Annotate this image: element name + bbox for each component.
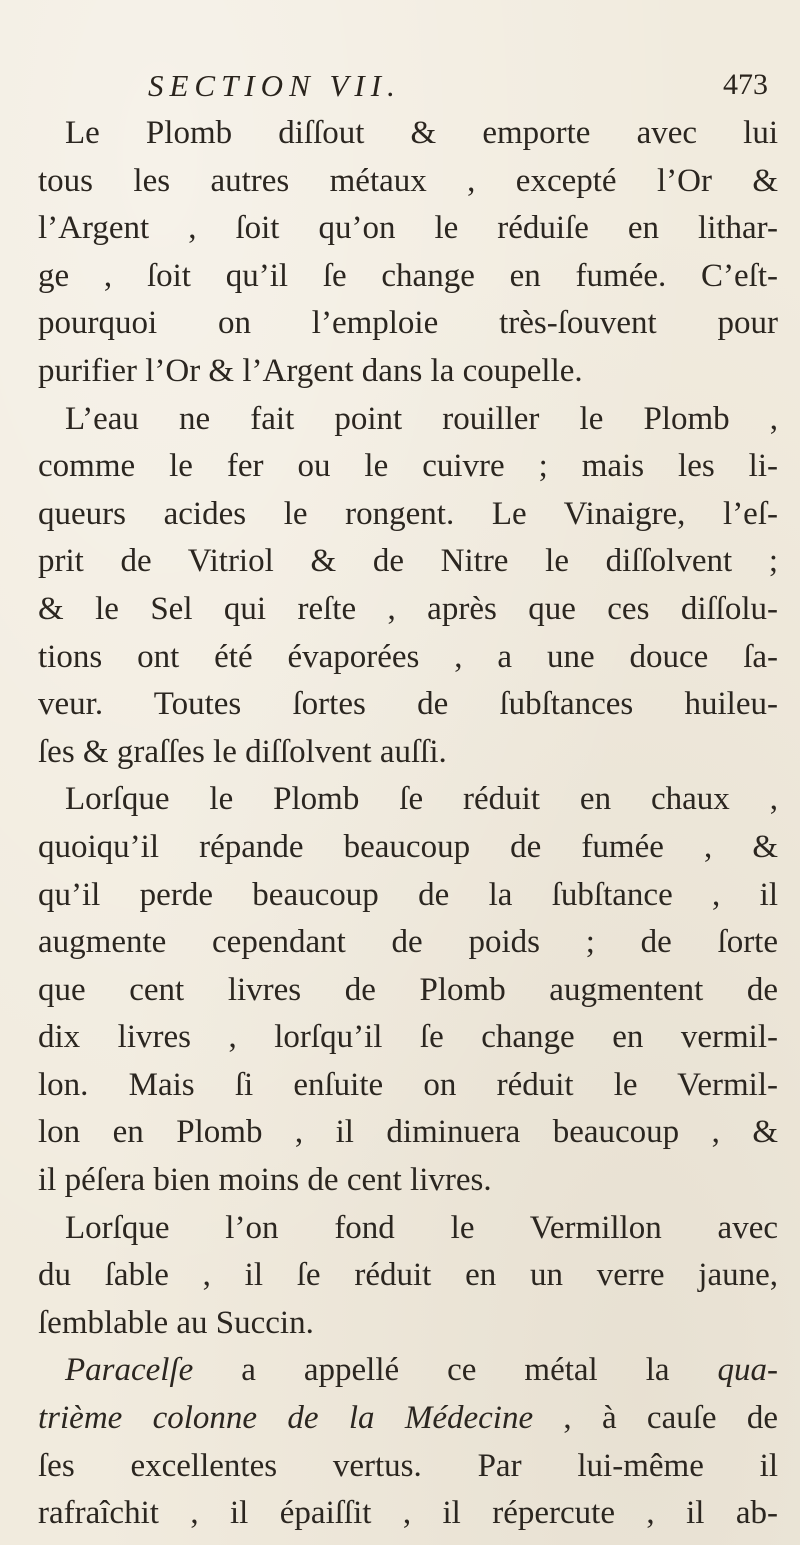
- section-title: SECTION VII.: [148, 68, 401, 103]
- text-line: lon en Plomb , il diminuera beaucoup , &: [38, 1114, 778, 1151]
- text-line: Lorſque l’on fond le Vermillon avec: [65, 1209, 778, 1246]
- text-line: ſes & graſſes le diſſolvent auſſi.: [38, 733, 447, 770]
- body-text: [38, 110, 778, 1538]
- text-line: comme le fer ou le cuivre ; mais les li-: [38, 448, 778, 485]
- text-line: quoiqu’il répande beaucoup de fumée , &: [38, 828, 778, 865]
- text-line: ſemblable au Succin.: [38, 1304, 314, 1341]
- text-line: l’Argent , ſoit qu’on le réduiſe en lithar-: [38, 210, 778, 247]
- text-line: trième colonne de la Médecine , à cauſe de: [38, 1400, 779, 1437]
- text-line: veur. Toutes ſortes de ſubſtances huileu-: [38, 686, 778, 723]
- page-number: 473: [723, 68, 768, 101]
- text-line: queurs acides le rongent. Le Vinaigre, l’eſ-: [38, 495, 778, 532]
- text-line: tous les autres métaux , excepté l’Or &: [38, 162, 778, 199]
- text-line: il péſera bien moins de cent livres.: [38, 1162, 492, 1199]
- text-line: lon. Mais ſi enſuite on réduit le Vermil-: [38, 1066, 778, 1103]
- text-line: dix livres , lorſqu’il ſe change en vermil-: [38, 1019, 778, 1056]
- text-line: rafraîchit , il épaiſſit , il répercute , il ab-: [38, 1495, 778, 1532]
- text-line: augmente cependant de poids ; de ſorte: [38, 924, 778, 961]
- text-line: Paracelſe a appellé ce métal la qua-: [65, 1352, 778, 1389]
- text-line: qu’il perde beaucoup de la ſubſtance , il: [38, 876, 778, 913]
- italic-term: trième colonne de la Médecine: [38, 1400, 534, 1437]
- text-line: que cent livres de Plomb augmentent de: [38, 971, 778, 1008]
- text-line: Le Plomb diſſout & emporte avec lui: [65, 115, 778, 151]
- text-line: ge , ſoit qu’il ſe change en fumée. C’eſt-: [38, 257, 778, 294]
- text-line: du ſable , il ſe réduit en un verre jaune,: [38, 1257, 778, 1294]
- text-line: pourquoi on l’emploie très-ſouvent pour: [38, 305, 778, 342]
- text-line: purifier l’Or & l’Argent dans la coupelle.: [38, 352, 583, 389]
- text-line: ſes excellentes vertus. Par lui-même il: [38, 1447, 778, 1484]
- text-line: tions ont été évaporées , a une douce ſa-: [38, 638, 778, 675]
- text-line: Lorſque le Plomb ſe réduit en chaux ,: [65, 781, 778, 818]
- italic-name: Paracelſe: [65, 1352, 194, 1389]
- text-line: prit de Vitriol & de Nitre le diſſolvent ;: [38, 543, 778, 580]
- text-line: & le Sel qui reſte , après que ces diſſolu-: [38, 590, 778, 627]
- text-line: L’eau ne fait point rouiller le Plomb ,: [65, 400, 778, 437]
- italic-term: qua-: [717, 1352, 778, 1389]
- page-header: [148, 68, 768, 108]
